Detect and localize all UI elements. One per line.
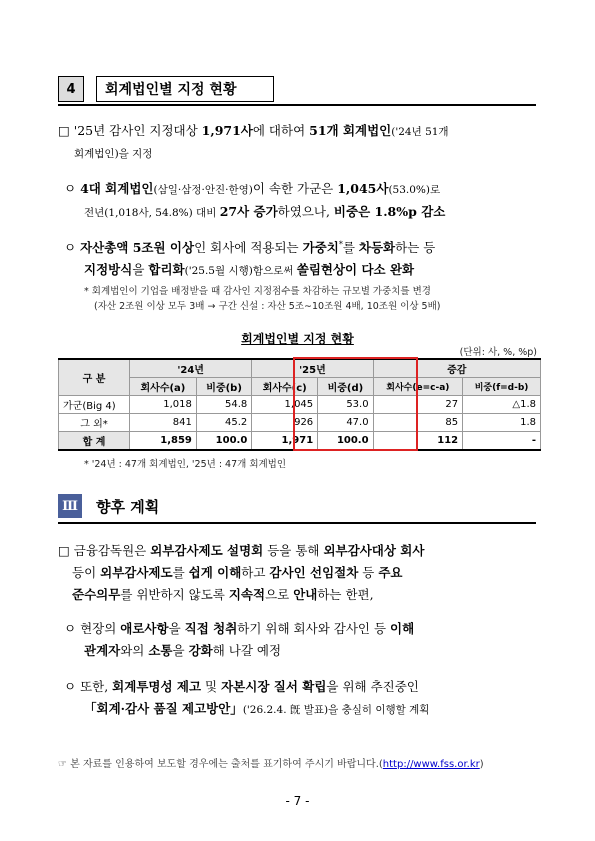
table-unit: (단위: 사, %, %p) [459, 347, 537, 358]
fss-website-link[interactable]: http://www.fss.or.kr [382, 759, 480, 770]
circle-bullet-icon: ㅇ [64, 181, 77, 196]
section-title: 회계법인별 지정 현황 [96, 76, 274, 102]
circle-bullet-icon: ㅇ [64, 621, 77, 636]
paragraph-designation-summary: □ '25년 감사인 지정대상 1,971사에 대하여 51개 회계법인('24년 51개 회계법인)을 지정 [58, 123, 449, 160]
highlight-2025-box [293, 357, 418, 451]
sub-header: 회사수(c) [252, 378, 318, 396]
section-number: Ⅲ [58, 494, 82, 518]
bullet-big4: ㅇ 4대 회계법인(삼일·삼정·안진·한영)이 속한 가군은 1,045사(53.0%)로 전년(1,018사, 54.8%) 대비 27사 증가하였으나, 비중은 1.8%p 감소 [64, 181, 446, 219]
table-row: 그 외* 841 45.2 926 47.0 85 1.8 [59, 414, 541, 432]
col-header-group: 구 분 [59, 359, 130, 396]
sub-header: 회사수(a) [130, 378, 197, 396]
circle-bullet-icon: ㅇ [64, 240, 77, 256]
section-header [58, 494, 159, 518]
bullet-quality-plan: ㅇ 또한, 회계투명성 제고 및 자본시장 질서 확립을 위해 추진중인 「회계·감사 품질 제고방안」('26.2.4. 旣 발표)을 충실히 이행할 계획 [64, 679, 430, 716]
table-row: 가군(Big 4) 1,018 54.8 1,045 53.0 27 △1.8 [59, 396, 541, 414]
sub-header: 비중(b) [196, 378, 251, 396]
bullet-weighting: ㅇ 자산총액 5조원 이상인 회사에 적용되는 가중치*를 차등화하는 등 지정방식을 합리화('25.5월 시행)함으로써 쏠림현상이 다소 완화 [64, 240, 436, 278]
section-title: 향후 계획 [96, 497, 160, 516]
circle-bullet-icon: ㅇ [64, 679, 77, 694]
sub-header: 비중(f=d-b) [463, 378, 541, 396]
square-bullet-icon: □ [58, 123, 70, 138]
table-row-total: 합 계 1,859 100.0 1,971 100.0 112 - [59, 432, 541, 451]
table-title: 회계법인별 지정 현황 [241, 332, 354, 346]
square-bullet-icon: □ [58, 543, 70, 558]
col-header-change: 증감 [373, 359, 540, 378]
bullet-communication: ㅇ 현장의 애로사항을 직접 청취하기 위해 회사와 감사인 등 이해 관계자와의 소통을 강화해 나갈 예정 [64, 621, 415, 658]
section-header [58, 76, 274, 102]
section-number: 4 [58, 76, 84, 102]
citation-notice: ☞ 본 자료를 인용하여 보도할 경우에는 출처를 표기하여 주시기 바랍니다.(http://www.fss.or.kr) [58, 759, 484, 770]
section-divider [58, 104, 536, 106]
page-number: - 7 - [285, 794, 310, 808]
col-header-2025: '25년 [252, 359, 373, 378]
section-divider [58, 522, 536, 524]
sub-header: 회사수(e=c-a) [373, 378, 463, 396]
weight-footnote: * 회계법인이 기업을 배정받을 때 감사인 지정점수를 차감하는 규모별 가중치를 변경 (자산 2조원 이상 모두 3배 → 구간 신설 : 자산 5조∼10조원 4배, 10조원 이상 5배) [84, 286, 441, 312]
paragraph-future-plan: □ 금융감독원은 외부감사제도 설명회 등을 통해 외부감사대상 회사 등이 외부감사제도를 쉽게 이해하고 감사인 선임절차 등 주요 준수의무를 위반하지 않도록 지속적으로 안내하는 한편, [58, 543, 425, 602]
sub-header: 비중(d) [318, 378, 373, 396]
table-footnote: * '24년 : 47개 회계법인, '25년 : 47개 회계법인 [84, 459, 287, 470]
col-header-2024: '24년 [130, 359, 252, 378]
